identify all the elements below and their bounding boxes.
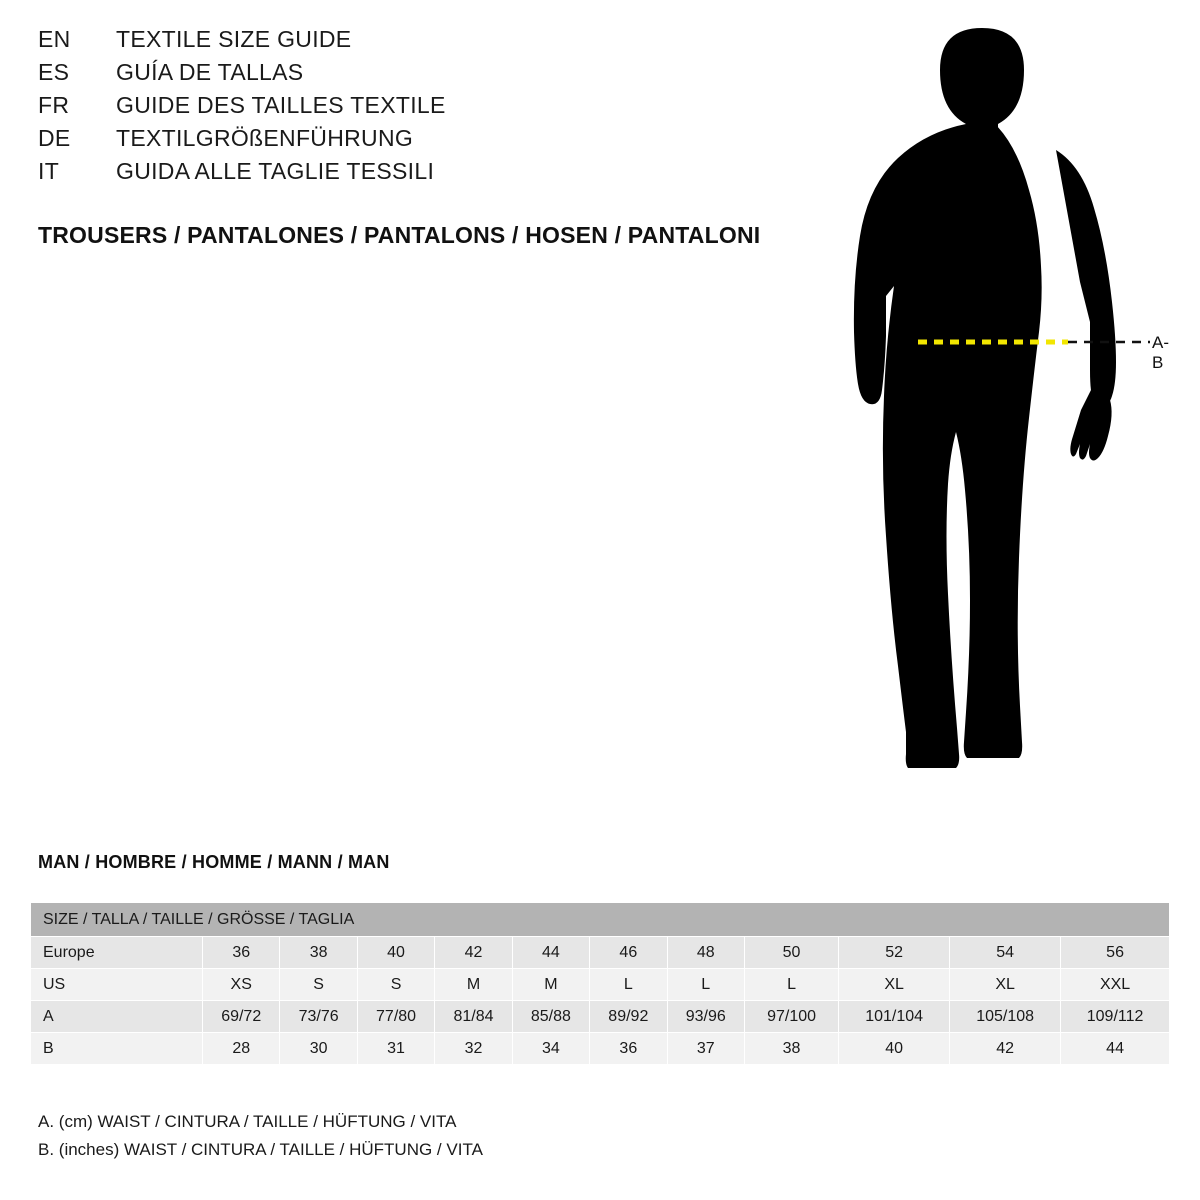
table-row [31, 969, 1170, 1001]
cell-b-1: 30 [280, 1033, 357, 1065]
footnotes [38, 1108, 483, 1164]
cell-a-9: 105/108 [950, 1001, 1061, 1033]
cell-b-8: 40 [839, 1033, 950, 1065]
cell-b-6: 37 [667, 1033, 744, 1065]
language-text-en: TEXTILE SIZE GUIDE [116, 26, 352, 52]
cell-a-5: 89/92 [590, 1001, 667, 1033]
row-label-b: B [31, 1033, 203, 1065]
cell-b-2: 31 [357, 1033, 434, 1065]
cell-a-10: 109/112 [1061, 1001, 1170, 1033]
language-text-es: GUÍA DE TALLAS [116, 59, 304, 85]
cell-b-0: 28 [203, 1033, 280, 1065]
cell-us-6: L [667, 969, 744, 1001]
cell-europe-1: 38 [280, 937, 357, 969]
cell-europe-7: 50 [744, 937, 838, 969]
cell-b-5: 36 [590, 1033, 667, 1065]
cell-us-9: XL [950, 969, 1061, 1001]
cell-europe-10: 56 [1061, 937, 1170, 969]
cell-a-3: 81/84 [435, 1001, 512, 1033]
language-list [38, 26, 798, 191]
figure-illustration [820, 20, 1180, 810]
language-code-it: IT [38, 158, 60, 184]
garment-title: TROUSERS / PANTALONES / PANTALONS / HOSEN / PANTALONI [38, 222, 761, 248]
cell-us-2: S [357, 969, 434, 1001]
cell-europe-6: 48 [667, 937, 744, 969]
language-row-en [38, 26, 798, 59]
table-row [31, 937, 1170, 969]
language-code-fr: FR [38, 92, 70, 118]
cell-b-3: 32 [435, 1033, 512, 1065]
cell-a-0: 69/72 [203, 1001, 280, 1033]
size-table-head [31, 903, 1170, 937]
cell-b-7: 38 [744, 1033, 838, 1065]
table-row [31, 1033, 1170, 1065]
cell-europe-8: 52 [839, 937, 950, 969]
measure-label-ab: A-B [1152, 333, 1169, 372]
footnote-b: B. (inches) WAIST / CINTURA / TAILLE / HÜFTUNG / VITA [38, 1140, 483, 1159]
size-table-header-label: SIZE / TALLA / TAILLE / GRÖSSE / TAGLIA [31, 903, 1170, 937]
table-header-row [31, 903, 1170, 937]
size-table [30, 902, 1170, 1065]
language-row-it [38, 158, 798, 191]
cell-us-7: L [744, 969, 838, 1001]
section-title-man: MAN / HOMBRE / HOMME / MANN / MAN [38, 852, 390, 872]
cell-us-10: XXL [1061, 969, 1170, 1001]
row-label-us: US [31, 969, 203, 1001]
size-table-body [31, 937, 1170, 1065]
language-row-es [38, 59, 798, 92]
cell-us-3: M [435, 969, 512, 1001]
cell-a-8: 101/104 [839, 1001, 950, 1033]
cell-b-9: 42 [950, 1033, 1061, 1065]
language-text-de: TEXTILGRÖßENFÜHRUNG [116, 125, 414, 151]
row-label-a: A [31, 1001, 203, 1033]
cell-europe-2: 40 [357, 937, 434, 969]
cell-b-4: 34 [512, 1033, 589, 1065]
cell-a-2: 77/80 [357, 1001, 434, 1033]
cell-a-4: 85/88 [512, 1001, 589, 1033]
cell-a-1: 73/76 [280, 1001, 357, 1033]
cell-europe-9: 54 [950, 937, 1061, 969]
cell-europe-0: 36 [203, 937, 280, 969]
language-code-en: EN [38, 26, 71, 52]
cell-us-4: M [512, 969, 589, 1001]
cell-a-7: 97/100 [744, 1001, 838, 1033]
table-row [31, 1001, 1170, 1033]
language-code-de: DE [38, 125, 71, 151]
language-row-de [38, 125, 798, 158]
row-label-europe: Europe [31, 937, 203, 969]
cell-europe-3: 42 [435, 937, 512, 969]
cell-us-0: XS [203, 969, 280, 1001]
cell-us-8: XL [839, 969, 950, 1001]
cell-a-6: 93/96 [667, 1001, 744, 1033]
cell-us-1: S [280, 969, 357, 1001]
language-code-es: ES [38, 59, 70, 85]
language-row-fr [38, 92, 798, 125]
man-silhouette-icon [820, 20, 1180, 810]
language-text-fr: GUIDE DES TAILLES TEXTILE [116, 92, 446, 118]
cell-b-10: 44 [1061, 1033, 1170, 1065]
language-text-it: GUIDA ALLE TAGLIE TESSILI [116, 158, 435, 184]
cell-europe-4: 44 [512, 937, 589, 969]
cell-us-5: L [590, 969, 667, 1001]
cell-europe-5: 46 [590, 937, 667, 969]
footnote-a: A. (cm) WAIST / CINTURA / TAILLE / HÜFTUNG / VITA [38, 1112, 457, 1131]
